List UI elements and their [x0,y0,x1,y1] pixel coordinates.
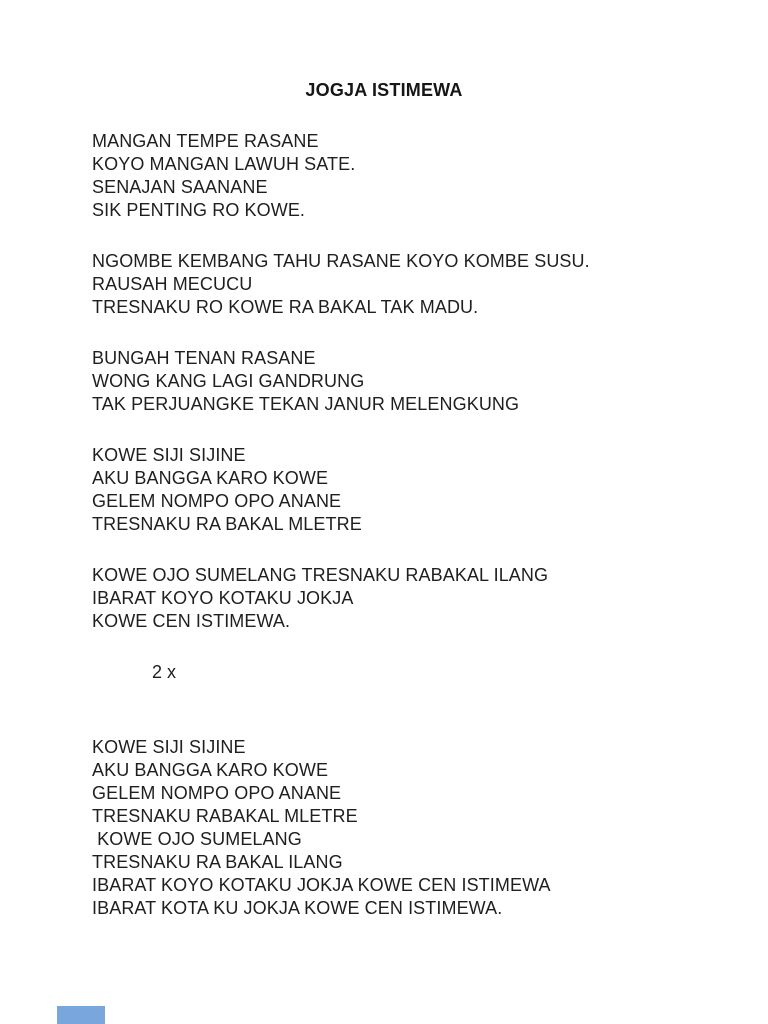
stanza-1 [92,130,728,222]
lyric-line: IBARAT KOYO KOTAKU JOKJA KOWE CEN ISTIMEWA [92,875,551,895]
lyric-line: MANGAN TEMPE RASANE [92,131,319,151]
lyric-line: KOWE CEN ISTIMEWA. [92,611,291,631]
lyric-line: KOWE OJO SUMELANG TRESNAKU RABAKAL ILANG [92,565,549,585]
lyric-line: TRESNAKU RA BAKAL MLETRE [92,514,362,534]
lyric-line: NGOMBE KEMBANG TAHU RASANE KOYO KOMBE SUSU. [92,251,590,271]
lyric-line: BUNGAH TENAN RASANE [92,348,316,368]
repeat-marker: 2 x [152,662,177,682]
lyric-line: TRESNAKU RO KOWE RA BAKAL TAK MADU. [92,297,479,317]
lyric-line: IBARAT KOYO KOTAKU JOKJA [92,588,354,608]
page-bottom-blue-mark [57,1006,105,1024]
lyric-line: KOYO MANGAN LAWUH SATE. [92,154,356,174]
lyric-line: AKU BANGGA KARO KOWE [92,760,329,780]
stanza-5 [92,564,728,633]
lyric-line: KOWE SIJI SIJINE [92,445,246,465]
lyric-line: KOWE OJO SUMELANG [92,829,302,849]
stanza-6 [92,736,728,920]
page-title: JOGJA ISTIMEWA [305,80,463,100]
lyric-line: RAUSAH MECUCU [92,274,253,294]
lyric-line: TRESNAKU RA BAKAL ILANG [92,852,343,872]
stanza-4 [92,444,728,536]
lyric-line: GELEM NOMPO OPO ANANE [92,491,342,511]
lyric-line: TAK PERJUANGKE TEKAN JANUR MELENGKUNG [92,394,520,414]
lyric-line: SIK PENTING RO KOWE. [92,200,306,220]
stanza-3 [92,347,728,416]
lyric-line: GELEM NOMPO OPO ANANE [92,783,342,803]
lyrics-content [92,130,728,948]
lyric-line: IBARAT KOTA KU JOKJA KOWE CEN ISTIMEWA. [92,898,503,918]
lyric-line: TRESNAKU RABAKAL MLETRE [92,806,358,826]
stanza-2 [92,250,728,319]
lyric-line: KOWE SIJI SIJINE [92,737,246,757]
lyric-line: WONG KANG LAGI GANDRUNG [92,371,365,391]
lyric-line: SENAJAN SAANANE [92,177,268,197]
lyric-line: AKU BANGGA KARO KOWE [92,468,329,488]
